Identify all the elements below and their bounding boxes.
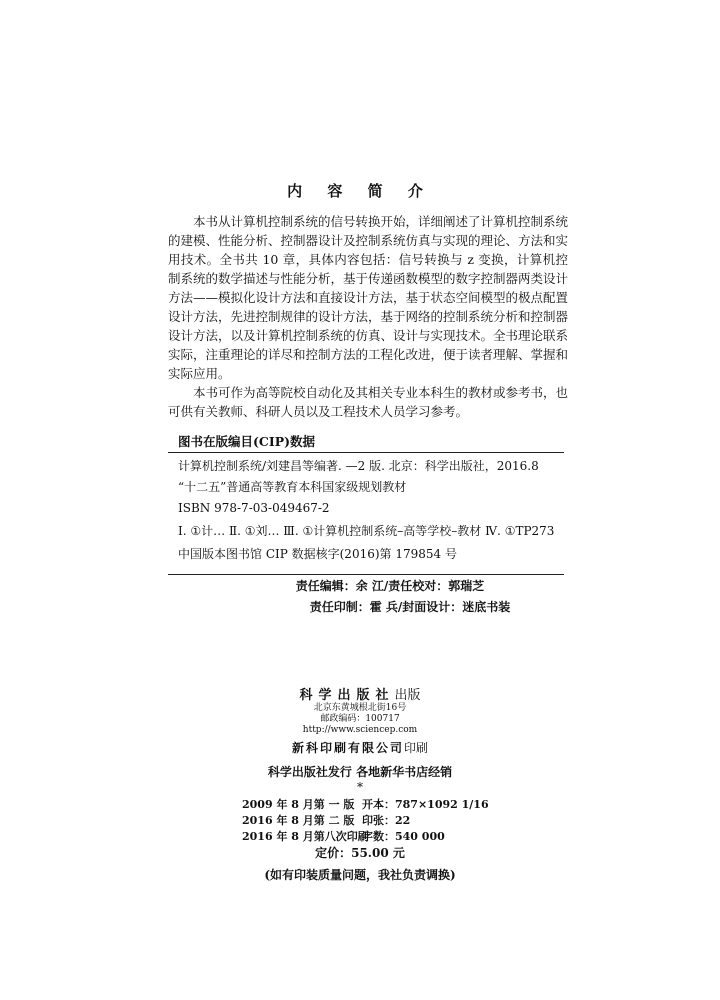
summary-title: 内 容 简 介 (287, 182, 433, 200)
summary-paragraph: 本书从计算机控制系统的信号转换开始，详细阐述了计算机控制系统的建模、性能分析、控制器设计及控制系统仿真与实现的理论、方法和实用技术。全书共 10 章，具体内容包括：信号转换与 z 变换，计算机控制系统的数学描述与性能分析，基于传递函数模型的数字控制器两类设计方法——模拟化设计方法和直接设计方法，基于状态空间模型的极点配置设计方法，先进控制规律的设计方法，基于网络的控制系统分析和控制器设计方法，以及计算机控制系统的仿真、设计与实现技术。全书理论联系实际，注重理论的详尽和控制方法的工程化改进，便于读者理解、掌握和实际应用。 (168, 214, 569, 381)
price: 定价：55.00 元 (315, 846, 405, 860)
printer-suffix: 印刷 (404, 741, 429, 755)
cip-block (178, 456, 568, 565)
publisher-name: 科学出版社 (299, 688, 395, 703)
staff-editors: 责任编辑：余 江/责任校对：郭瑞芝 (295, 579, 485, 593)
cip-line: ISBN 978-7-03-049467-2 (178, 501, 330, 515)
cip-line: 中国版本图书馆 CIP 数据核字(2016)第 179854 号 (178, 547, 457, 561)
distribution-line: 科学出版社发行 各地新华书店经销 (267, 765, 453, 779)
edition-row (242, 813, 489, 829)
edition-date: 2009 年 8 月第 一 版 (242, 798, 355, 811)
publisher-line (0, 684, 720, 703)
divider (168, 452, 564, 453)
edition-spec: 印张：22 (362, 814, 411, 827)
staff-production: 责任印制：霍 兵/封面设计：迷底书装 (309, 600, 511, 614)
printer-name: 新科印刷有限公司 (291, 741, 404, 755)
star-separator: * (357, 780, 363, 794)
publisher-block (0, 684, 720, 756)
edition-date: 2016 年 8 月第 二 版 (242, 814, 355, 827)
publisher-address: 北京东黄城根北街16号 (313, 703, 407, 713)
publisher-postcode: 邮政编码：100717 (320, 714, 400, 724)
cip-line: Ⅰ. ①计… Ⅱ. ①刘… Ⅲ. ①计算机控制系统–高等学校–教材 Ⅳ. ①TP273 (178, 524, 555, 538)
edition-info (242, 797, 489, 845)
edition-spec: 字数：540 000 (362, 830, 445, 843)
cip-line: 计算机控制系统/刘建昌等编著. —2 版. 北京：科学出版社，2016.8 (178, 459, 539, 473)
publisher-name-suffix: 出版 (394, 688, 421, 703)
cip-heading: 图书在版编目(CIP)数据 (178, 434, 316, 449)
quality-note: (如有印装质量问题，我社负责调换) (264, 868, 456, 882)
summary-paragraph: 本书可作为高等院校自动化及其相关专业本科生的教材或参考书，也可供有关教师、科研人员以及工程技术人员学习参考。 (168, 385, 569, 419)
publisher-url: http://www.sciencep.com (302, 725, 418, 735)
divider (168, 574, 564, 575)
cip-line: “十二五”普通高等教育本科国家级规划教材 (178, 480, 407, 494)
edition-date: 2016 年 8 月第八次印刷 (242, 830, 369, 843)
printer-line (0, 739, 720, 756)
edition-row (242, 829, 489, 845)
edition-spec: 开本：787×1092 1/16 (362, 798, 489, 811)
summary-abstract (168, 212, 568, 421)
edition-row (242, 797, 489, 813)
